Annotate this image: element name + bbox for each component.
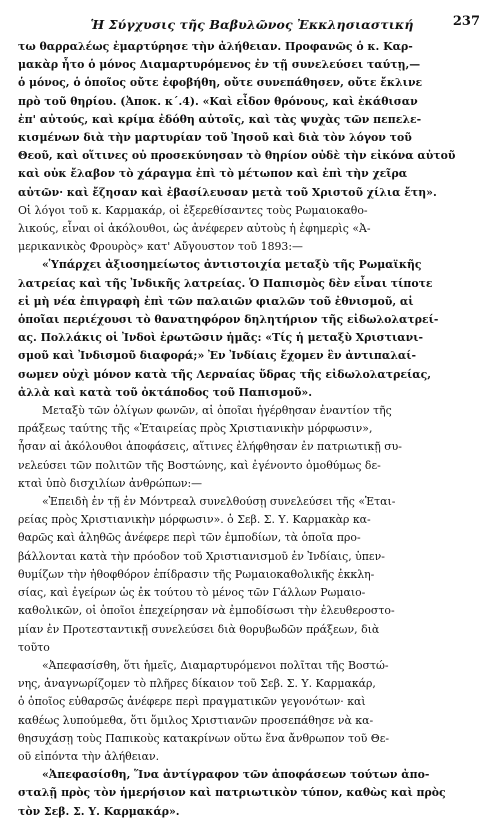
- text-line: πράξεως ταύτης τῆς «Ἑταιρείας πρὸς Χριστιανικὴν μόρφωσιν»,: [18, 422, 373, 436]
- text-line: πρὸ τοῦ θηρίου. (Ἀποκ. κ΄.4). «Καὶ εἶδον θρόνους, καὶ ἐκάθισαν: [18, 94, 418, 108]
- text-line: σωμεν οὐχὶ μόνον κατὰ τῆς Λερναίας ὕδρας τῆς εἰδωλολατρείας,: [18, 367, 432, 381]
- text-line: ἐπ' αὐτούς, καὶ κρίμα ἐδόθη αὐτοῖς, καὶ τὰς ψυχὰς τῶν πεπελε-: [18, 112, 422, 126]
- text-line: εἰ μὴ νέα ἐπιγραφὴ ἐπὶ τῶν παλαιῶν φιαλῶν τοῦ ἐθνισμοῦ, αἱ: [18, 294, 414, 308]
- text-line: νης, ἀναγνωρίζομεν τὸ πλῆρες δίκαιον τοῦ Σεβ. Σ. Υ. Καρμακάρ,: [18, 677, 376, 691]
- text-line: ρείας πρὸς Χριστιανικὴν μόρφωσιν». ὁ Σεβ. Σ. Υ. Καρμακὰρ κα-: [18, 513, 371, 527]
- text-line: μακὰρ ἦτο ὁ μόνος Διαμαρτυρόμενος ἐν τῇ συνελεύσει ταύτῃ,—: [18, 58, 421, 72]
- page-header: [18, 14, 486, 36]
- text-line: λατρείας καὶ τῆς Ἰνδικῆς λατρείας. Ὁ Παπισμὸς δὲν εἶναι τίποτε: [18, 276, 433, 290]
- text-line: θησυχάσῃ τοὺς Παπικοὺς κατακρίνων οὕτω ἕνα ἄνθρωπον τοῦ Θε-: [18, 731, 390, 745]
- quote-paragraph-start: «Ἐπειδὴ ἐν τῇ ἐν Μόντρεαλ συνελθούσῃ συνελεύσει τῆς «Ἑται-: [42, 495, 396, 509]
- text-line: ἦσαν αἱ ἀκόλουθοι ἀποφάσεις, αἵτινες ἐλήφθησαν ἐν πατριωτικῇ συ-: [18, 440, 402, 454]
- text-line: Θεοῦ, καὶ οἵτινες οὐ προσεκύνησαν τὸ θηρίον οὐδὲ τὴν εἰκόνα αὐτοῦ: [18, 149, 456, 163]
- quote-paragraph-start: «Ἀπεφασίσθη, ὅτι ἡμεῖς, Διαμαρτυρόμενοι πολῖται τῆς Βοστώ-: [42, 658, 389, 672]
- text-line: νελεύσει τῶν πολιτῶν τῆς Βοστώνης, καὶ ἐγένοντο ὁμοθύμως δε-: [18, 458, 381, 472]
- text-line: θαρῶς καὶ ἀληθῶς ἀνέφερε περὶ τῶν ἐμποδίων, τὰ ὁποῖα προ-: [18, 531, 361, 545]
- text-line: καθέως λυπούμεθα, ὅτι ὅμιλος Χριστιανῶν προσεπάθησε νὰ κα-: [18, 713, 374, 727]
- text-line: καὶ οὐκ ἔλαβον τὸ χάραγμα ἐπὶ τὸ μέτωπον καὶ ἐπὶ τὴν χεῖρα: [18, 167, 408, 181]
- text-line: καθολικῶν, οἱ ὁποῖοι ἐπεχείρησαν νὰ ἐμποδίσωσι τὴν ἐλευθεροστο-: [18, 604, 395, 618]
- text-line: τω θαρραλέως ἐμαρτύρησε τὴν ἀλήθειαν. Προφανῶς ὁ κ. Καρ-: [18, 40, 413, 53]
- text-line: ἀλλὰ καὶ κατὰ τοῦ ὀκτάποδος τοῦ Παπισμοῦ».: [18, 385, 312, 399]
- body-text: [18, 38, 486, 821]
- text-line: τοῦτο: [18, 640, 50, 654]
- quote-paragraph-start: «Ὑπάρχει ἀξιοσημείωτος ἀντιστοιχία μεταξὺ τῆς Ρωμαϊκῆς: [42, 258, 422, 272]
- text-line: σταλῇ πρὸς τὸν ἡμερήσιον καὶ πατριωτικὸν τύπον, καθὼς καὶ πρὸς: [18, 786, 446, 800]
- text-line: τὸν Σεβ. Σ. Υ. Καρμακάρ».: [18, 804, 180, 818]
- text-line: σίας, καὶ ἐγείρων ὡς ἐκ τούτου τὸ μένος τῶν Γάλλων Ρωμαιο-: [18, 586, 366, 600]
- text-line: ας. Πολλάκις οἱ Ἰνδοὶ ἐρωτῶσιν ἡμᾶς: «Τίς ἡ μεταξὺ Χριστιανι-: [18, 331, 423, 345]
- text-line: θυμίζων τὴν ἠθοφθόρον ἐπίδρασιν τῆς Ρωμαιοκαθολικῆς ἐκκλη-: [18, 567, 375, 581]
- text-line: ὁ μόνος, ὁ ὁποῖος οὔτε ἐφοβήθη, οὔτε συνεπάθησεν, οὔτε ἔκλινε: [18, 76, 423, 90]
- quote-paragraph-start: «Ἀπεφασίσθη, Ἵνα ἀντίγραφον τῶν ἀποφάσεων τούτων ἀπο-: [42, 768, 430, 782]
- text-line: μερικανικὸς Φρουρὸς» κατ' Αὔγουστον τοῦ 1893:—: [18, 240, 303, 254]
- text-line: λικούς, εἶναι οἱ ἀκόλουθοι, ὡς ἀνέφερεν αὐτοὺς ἡ ἐφημερὶς «Ἀ-: [18, 222, 371, 236]
- text-line: ὁποῖαι περιέχουσι τὸ θανατηφόρον δηλητήριον τῆς εἰδωλολατρεί-: [18, 313, 439, 327]
- text-line: κταὶ ὑπὸ δισχιλίων ἀνθρώπων:—: [18, 476, 203, 490]
- running-title: Ἡ Σύγχυσις τῆς Βαβυλῶνος Ἐκκλησιαστική: [90, 17, 414, 32]
- text-line: αὐτῶν· καὶ ἔζησαν καὶ ἐβασίλευσαν μετὰ τοῦ Χριστοῦ χίλια ἔτη».: [18, 185, 437, 199]
- page-number: 237: [452, 14, 480, 29]
- text-line: κισμένων διὰ τὴν μαρτυρίαν τοῦ Ἰησοῦ καὶ διὰ τὸν λόγον τοῦ: [18, 131, 412, 145]
- text-line: οῦ εἰπόντα τὴν ἀλήθειαν.: [18, 749, 160, 763]
- text-line: βάλλονται κατὰ τὴν πρόοδον τοῦ Χριστιανισμοῦ ἐν Ἰνδίαις, ὑπεν-: [18, 549, 385, 563]
- text-line: Οἱ λόγοι τοῦ κ. Καρμακάρ, οἱ ἐξερεθίσαντες τοὺς Ρωμαιοκαθο-: [18, 203, 368, 217]
- text-line: ὁ ὁποῖος εὐθαρσῶς ἀνέφερε περὶ πραγματικῶν γεγονότων· καὶ: [18, 695, 366, 709]
- text-line: σμοῦ καὶ Ἰνδισμοῦ διαφορά;» Ἐν Ἰνδίαις ἔχομεν ἓν ἀντιπαλαί-: [18, 349, 417, 363]
- paragraph-start: Μεταξὺ τῶν ὀλίγων φωνῶν, αἱ ὁποῖαι ἠγέρθησαν ἐναντίον τῆς: [42, 404, 392, 418]
- text-line: μίαν ἐν Προτεσταντικῇ συνελεύσει διὰ θορυβωδῶν πράξεων, διὰ: [18, 622, 380, 636]
